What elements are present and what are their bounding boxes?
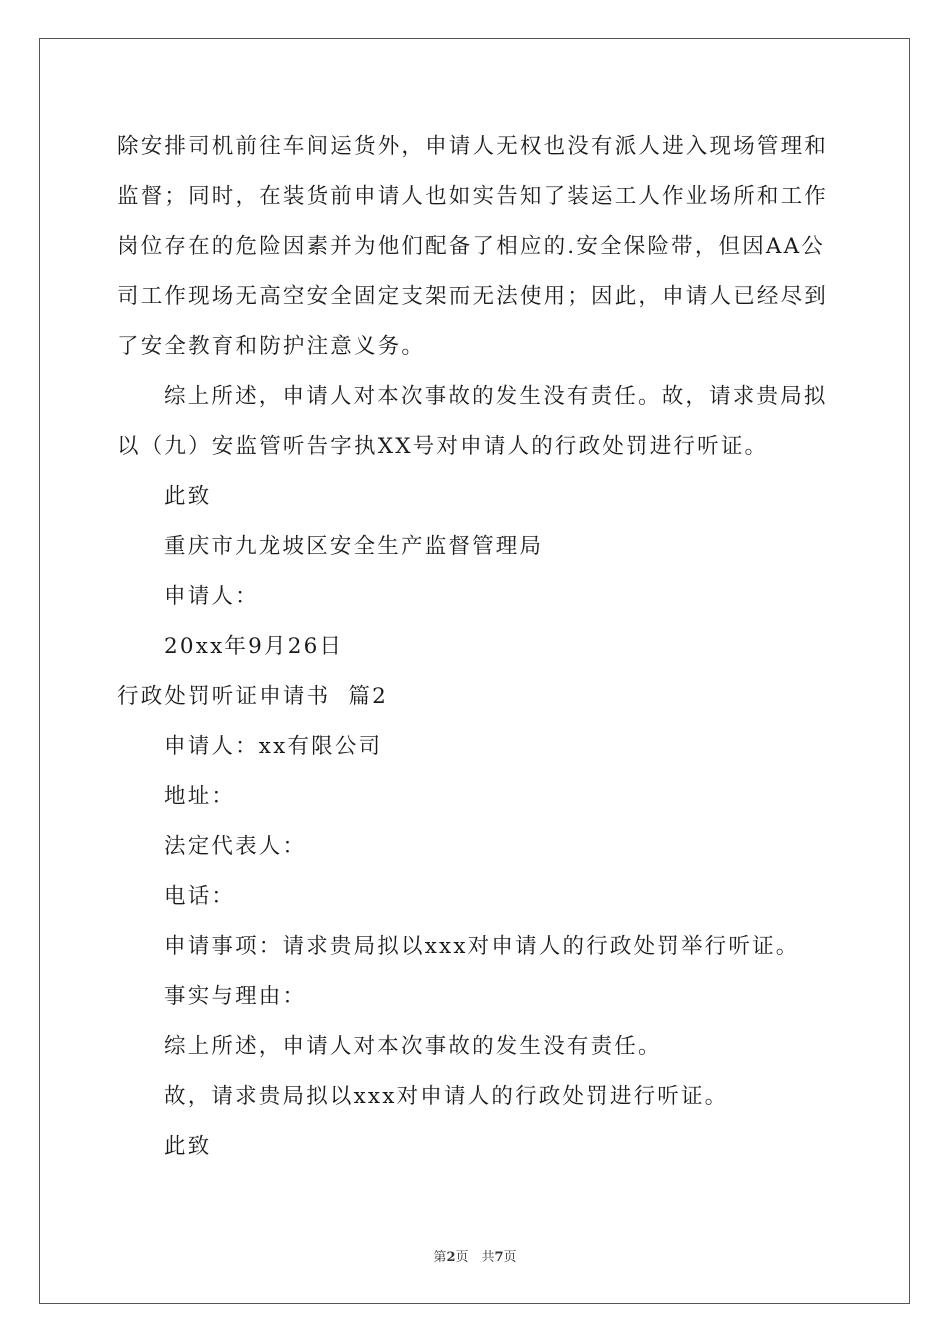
recipient: 重庆市九龙坡区安全生产监督管理局 (164, 534, 544, 559)
body-line: 监督；同时，在装货前申请人也如实告知了装运工人作业场所和工作 (117, 184, 829, 209)
request-item: 申请事项：请求贵局拟以xxx对申请人的行政处罚举行听证。 (164, 934, 800, 959)
footer-suffix: 页 (503, 1250, 517, 1265)
conclusion-line: 以（九）安监管听告字执XX号对申请人的行政处罚进行听证。 (117, 434, 769, 459)
footer-middle: 页 共 (455, 1250, 495, 1265)
body-line: 除安排司机前往车间运货外，申请人无权也没有派人进入现场管理和 (117, 134, 829, 159)
salutation: 此致 (164, 484, 212, 509)
address-field: 地址： (164, 784, 236, 809)
body-line: 司工作现场无高空安全固定支架而无法使用；因此，申请人已经尽到 (117, 284, 829, 309)
document-body (117, 122, 837, 1172)
body-line: 了安全教育和防护注意义务。 (117, 334, 426, 359)
facts-line: 故，请求贵局拟以xxx对申请人的行政处罚进行听证。 (164, 1084, 729, 1109)
page-footer (0, 1246, 950, 1265)
applicant-signature: 申请人： (164, 584, 259, 609)
salutation: 此致 (164, 1134, 212, 1159)
date-line: 20xx年9月26日 (164, 634, 344, 659)
phone-field: 电话： (164, 884, 236, 909)
applicant-field: 申请人：xx有限公司 (164, 734, 383, 759)
legal-representative-field: 法定代表人： (164, 834, 307, 859)
section-title: 行政处罚听证申请书 篇2 (117, 684, 388, 709)
facts-line: 综上所述，申请人对本次事故的发生没有责任。 (164, 1034, 662, 1059)
footer-prefix: 第 (433, 1250, 447, 1265)
body-line: 岗位存在的危险因素并为他们配备了相应的.安全保险带，但因AA公 (117, 234, 826, 259)
current-page-number: 2 (446, 1250, 456, 1265)
conclusion-line: 综上所述，申请人对本次事故的发生没有责任。故，请求贵局拟 (164, 384, 828, 409)
facts-heading: 事实与理由： (164, 984, 307, 1009)
total-pages-number: 7 (494, 1250, 504, 1265)
